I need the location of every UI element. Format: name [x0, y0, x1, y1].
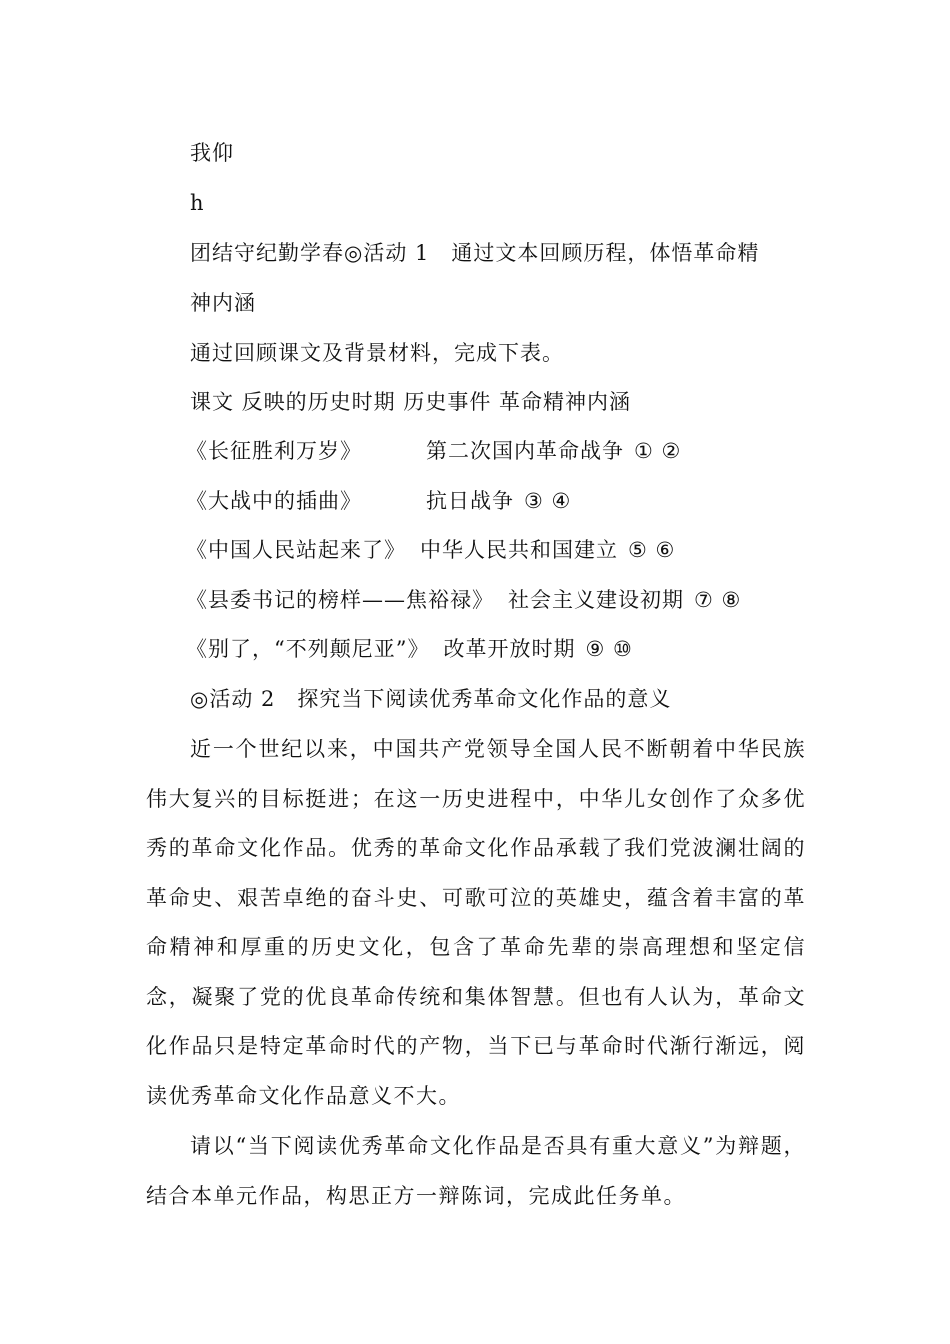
row-text-title: 《长征胜利万岁》: [186, 439, 362, 463]
activity1-heading: 团结守纪勤学春◎活动 1 通过文本回顾历程，体悟革命精: [190, 241, 760, 265]
task-paragraph: [146, 1122, 806, 1221]
body-paragraph: [146, 725, 806, 1121]
table-row: [186, 535, 675, 565]
row-marks: ⑦ ⑧: [694, 588, 742, 612]
table-row: [186, 634, 633, 664]
row-marks: ⑨ ⑩: [585, 637, 633, 661]
table-header: 课文 反映的历史时期 历史事件 革命精神内涵: [190, 390, 632, 414]
activity1-heading-cont: 神内涵: [190, 291, 256, 315]
paragraph-text: 近一个世纪以来，中国共产党领导全国人民不断朝着中华民族伟大复兴的目标挺进；在这一历史进程中，中华儿女创作了众多优秀的革命文化作品。优秀的革命文化作品承载了我们党波澜壮阔的革命史、艰苦卓绝的奋斗史、可歌可泣的英雄史，蕴含着丰富的革命精神和厚重的历史文化，包含了革命先辈的崇高理想和坚定信念，凝聚了党的优良革命传统和集体智慧。但也有人认为，革命文化作品只是特定革命时代的产物，当下已与革命时代渐行渐远，阅读优秀革命文化作品意义不大。: [146, 737, 806, 1108]
table-row: [186, 486, 571, 516]
row-period: 中华人民共和国建立: [420, 538, 618, 562]
row-text-title: 《大战中的插曲》: [186, 489, 362, 513]
table-row: [186, 436, 681, 466]
row-text-title: 《别了，“不列颠尼亚”》: [186, 637, 430, 661]
row-text-title: 《县委书记的榜样——焦裕禄》: [186, 588, 494, 612]
row-text-title: 《中国人民站起来了》: [186, 538, 406, 562]
heading-fragment: 我仰: [190, 141, 234, 165]
activity2-heading: ◎活动 2 探究当下阅读优秀革命文化作品的意义: [190, 687, 672, 711]
row-period: 社会主义建设初期: [508, 588, 684, 612]
table-row: [186, 585, 741, 615]
row-marks: ① ②: [634, 439, 682, 463]
row-period: 第二次国内革命战争: [426, 439, 624, 463]
row-period: 改革开放时期: [443, 637, 576, 661]
instruction-text: 通过回顾课文及背景材料，完成下表。: [190, 341, 564, 365]
row-marks: ③ ④: [524, 489, 572, 513]
paragraph-text: 请以“当下阅读优秀革命文化作品是否具有重大意义”为辩题，结合本单元作品，构思正方一辩陈词，完成此任务单。: [146, 1134, 806, 1208]
row-marks: ⑤ ⑥: [628, 538, 676, 562]
stray-letter: h: [190, 191, 205, 215]
row-period: 抗日战争: [426, 489, 514, 513]
